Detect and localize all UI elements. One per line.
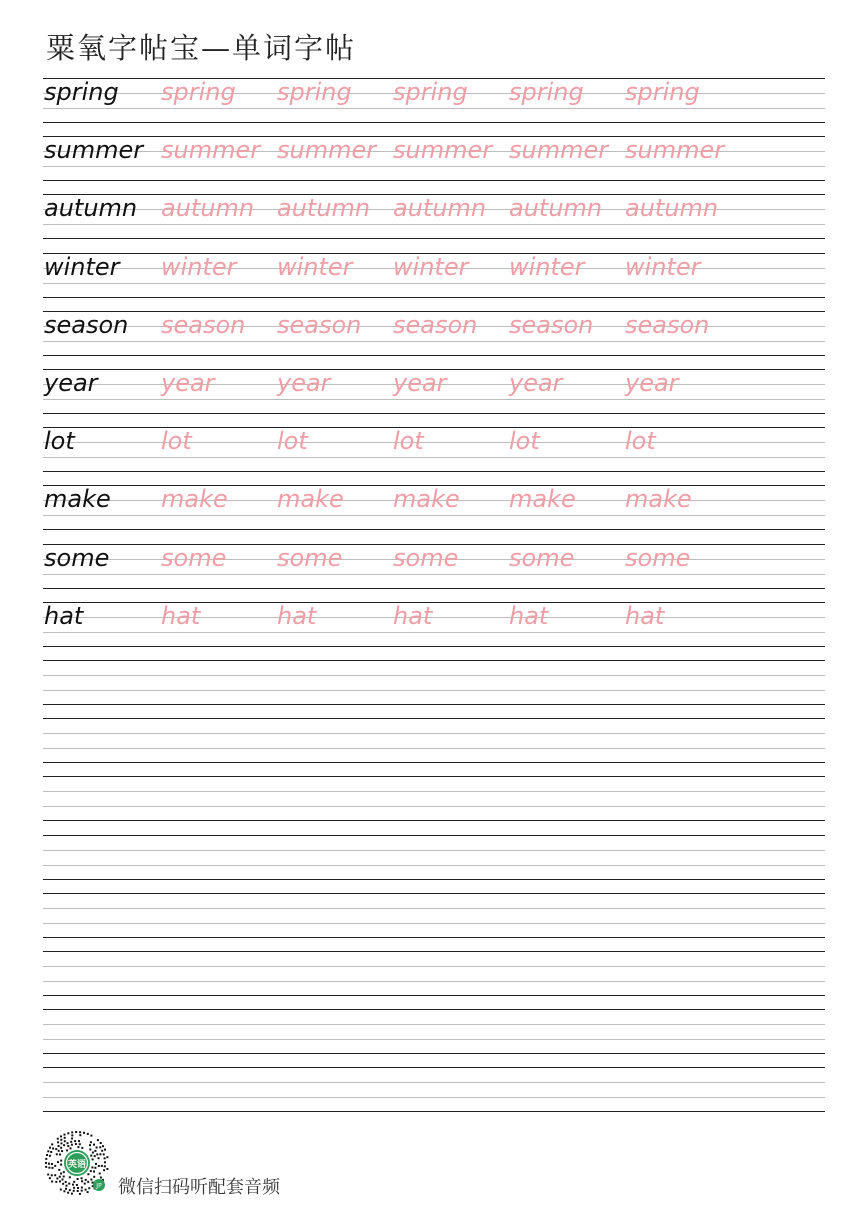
qr-dot xyxy=(81,1177,83,1179)
qr-dot xyxy=(60,1160,62,1162)
ruling-line-dark xyxy=(43,820,825,821)
qr-dot xyxy=(97,1139,99,1141)
ruling-line-light xyxy=(43,966,825,967)
qr-dot xyxy=(79,1143,81,1145)
ruling-line-dark xyxy=(43,937,825,938)
qr-dot xyxy=(102,1145,104,1147)
ruling-line-dark xyxy=(43,588,825,589)
model-word: some xyxy=(44,543,110,572)
trace-word: summer xyxy=(161,136,261,165)
trace-word: some xyxy=(393,543,459,572)
qr-dot xyxy=(98,1165,100,1167)
qr-dot xyxy=(99,1146,101,1148)
trace-word: spring xyxy=(161,78,236,106)
qr-dot xyxy=(60,1189,62,1191)
qr-dot xyxy=(67,1132,69,1134)
qr-dot xyxy=(94,1150,96,1152)
ruling-line-dark xyxy=(43,238,825,239)
qr-dot xyxy=(90,1141,92,1143)
qr-dot xyxy=(59,1180,61,1182)
trace-word: winter xyxy=(625,252,701,281)
ruling-line-light xyxy=(43,791,825,792)
qr-dot xyxy=(60,1139,62,1141)
qr-dot xyxy=(49,1147,51,1149)
qr-dot xyxy=(58,1169,60,1171)
qr-dot xyxy=(49,1155,51,1157)
qr-dot xyxy=(57,1161,59,1163)
qr-dot xyxy=(63,1144,65,1146)
ruling-line-light xyxy=(43,923,825,924)
ruling-line-light xyxy=(43,690,825,691)
qr-dot xyxy=(65,1188,67,1190)
word-row xyxy=(43,79,825,109)
qr-dot xyxy=(81,1190,83,1192)
word-row xyxy=(43,486,825,516)
qr-dot xyxy=(93,1176,95,1178)
qr-dot xyxy=(91,1166,93,1168)
qr-dot xyxy=(103,1169,105,1171)
qr-dot xyxy=(47,1174,49,1176)
word-row xyxy=(43,312,825,342)
qr-dot xyxy=(85,1189,87,1191)
trace-word: make xyxy=(161,485,228,514)
qr-dot xyxy=(106,1168,108,1170)
qr-dot xyxy=(51,1163,53,1165)
ruling-line-dark xyxy=(43,704,825,705)
qr-dot xyxy=(92,1182,94,1184)
qr-dot xyxy=(87,1181,89,1183)
trace-word: lot xyxy=(509,427,540,456)
qr-dot xyxy=(66,1185,68,1187)
qr-dot xyxy=(64,1137,66,1139)
word-row xyxy=(43,545,825,575)
word-row xyxy=(43,254,825,284)
model-word: season xyxy=(44,310,129,339)
qr-dot xyxy=(79,1193,81,1195)
qr-dot xyxy=(71,1144,73,1146)
trace-word: season xyxy=(161,310,246,339)
qr-dot xyxy=(60,1135,62,1137)
model-word: summer xyxy=(44,136,144,165)
qr-dot xyxy=(89,1144,91,1146)
qr-dot xyxy=(56,1153,58,1155)
trace-word: autumn xyxy=(509,194,603,223)
qr-dot xyxy=(92,1152,94,1154)
qr-dot xyxy=(67,1142,69,1144)
word-row xyxy=(43,195,825,225)
qr-dot xyxy=(69,1189,71,1191)
trace-word: hat xyxy=(625,601,665,630)
trace-word: winter xyxy=(277,252,353,281)
ruling-line-light xyxy=(43,1082,825,1083)
ruling-line-dark xyxy=(43,762,825,763)
qr-dot xyxy=(45,1158,47,1160)
trace-word: some xyxy=(509,543,575,572)
trace-word: summer xyxy=(277,136,377,165)
qr-dot xyxy=(79,1134,81,1136)
ruling-line-dark xyxy=(43,1053,825,1054)
trace-word: lot xyxy=(625,427,656,456)
ruling-line-dark xyxy=(43,1009,825,1010)
qr-dot xyxy=(99,1153,101,1155)
qr-dot xyxy=(73,1190,75,1192)
ruling-line-dark xyxy=(43,297,825,298)
trace-word: make xyxy=(393,485,460,514)
qr-dot xyxy=(51,1181,53,1183)
qr-dot xyxy=(63,1176,65,1178)
trace-word: summer xyxy=(625,136,725,165)
ruling-line-light xyxy=(43,850,825,851)
qr-dot xyxy=(84,1183,86,1185)
qr-dot xyxy=(55,1181,57,1183)
qr-dot xyxy=(58,1145,60,1147)
trace-word: season xyxy=(509,310,594,339)
qr-dot xyxy=(98,1157,100,1159)
trace-word: spring xyxy=(509,78,584,106)
ruling-line-dark xyxy=(43,718,825,719)
qr-dot xyxy=(61,1142,63,1144)
qr-dot xyxy=(63,1171,65,1173)
qr-dot xyxy=(60,1164,62,1166)
qr-dot xyxy=(52,1167,54,1169)
model-word: autumn xyxy=(44,194,138,223)
qr-dot xyxy=(45,1162,47,1164)
qr-dot xyxy=(94,1167,96,1169)
ruling-line-light xyxy=(43,1039,825,1040)
qr-dot xyxy=(70,1141,72,1143)
qr-dot xyxy=(88,1187,90,1189)
trace-word: winter xyxy=(509,252,585,281)
ruling-line-light xyxy=(43,733,825,734)
model-word: hat xyxy=(44,601,84,630)
trace-word: lot xyxy=(161,427,192,456)
trace-word: hat xyxy=(509,601,549,630)
trace-word: some xyxy=(277,543,343,572)
qr-dot xyxy=(78,1140,80,1142)
word-row xyxy=(43,137,825,167)
trace-word: make xyxy=(509,485,576,514)
qr-dot xyxy=(90,1155,92,1157)
qr-dot xyxy=(57,1141,59,1143)
ruling-line-light xyxy=(43,1024,825,1025)
qr-dot xyxy=(96,1153,98,1155)
qr-dot xyxy=(52,1148,54,1150)
trace-word: year xyxy=(277,369,331,397)
qr-dot xyxy=(67,1192,69,1194)
qr-dot xyxy=(77,1178,79,1180)
model-word: make xyxy=(44,485,111,514)
trace-word: lot xyxy=(277,427,308,456)
ruling-line-light xyxy=(43,865,825,866)
qr-dot xyxy=(51,1174,53,1176)
handwriting-sheet xyxy=(43,78,825,1118)
trace-word: lot xyxy=(393,427,424,456)
trace-word: year xyxy=(509,369,563,397)
qr-dot xyxy=(106,1156,108,1158)
qr-dot xyxy=(81,1180,83,1182)
qr-dot xyxy=(54,1174,56,1176)
qr-dot xyxy=(103,1153,105,1155)
qr-dot xyxy=(94,1155,96,1157)
qr-dot xyxy=(65,1181,67,1183)
ruling-line-dark xyxy=(43,355,825,356)
qr-dot xyxy=(81,1187,83,1189)
qr-dot xyxy=(60,1173,62,1175)
trace-word: year xyxy=(393,369,447,397)
qr-dot xyxy=(50,1151,52,1153)
ruling-line-dark xyxy=(43,879,825,880)
ruling-line-dark xyxy=(43,995,825,996)
qr-dot xyxy=(90,1170,92,1172)
trace-word: season xyxy=(277,310,362,339)
model-word: spring xyxy=(44,78,119,106)
qr-dot xyxy=(68,1183,70,1185)
qr-dot xyxy=(87,1173,89,1175)
word-row xyxy=(43,428,825,458)
qr-dot xyxy=(104,1149,106,1151)
ruling-line-dark xyxy=(43,1111,825,1112)
trace-word: spring xyxy=(393,78,468,106)
qr-dot xyxy=(75,1143,77,1145)
qr-dot xyxy=(63,1190,65,1192)
ruling-line-light xyxy=(43,908,825,909)
trace-word: winter xyxy=(161,252,237,281)
qr-dot xyxy=(92,1158,94,1160)
trace-word: autumn xyxy=(161,194,255,223)
ruling-line-light xyxy=(43,1097,825,1098)
word-row xyxy=(43,603,825,633)
qr-dot xyxy=(101,1150,103,1152)
trace-word: year xyxy=(625,369,679,397)
qr-dot xyxy=(90,1179,92,1181)
ruling-line-light xyxy=(43,748,825,749)
trace-word: hat xyxy=(277,601,317,630)
qr-dot xyxy=(46,1154,48,1156)
qr-dot xyxy=(93,1144,95,1146)
qr-dot xyxy=(72,1184,74,1186)
ruling-line-dark xyxy=(43,893,825,894)
qr-dot xyxy=(47,1150,49,1152)
footer-caption: 微信扫码听配套音频 xyxy=(118,1177,280,1198)
ruling-line-dark xyxy=(43,646,825,647)
qr-dot xyxy=(90,1135,92,1137)
qr-dot xyxy=(73,1187,75,1189)
qr-dot xyxy=(55,1148,57,1150)
ruling-line-dark xyxy=(43,122,825,123)
qr-dot xyxy=(87,1191,89,1193)
model-word: winter xyxy=(44,252,120,281)
qr-dot xyxy=(100,1177,102,1179)
ruling-line-dark xyxy=(43,413,825,414)
ruling-line-dark xyxy=(43,660,825,661)
qr-dot xyxy=(54,1165,56,1167)
trace-word: summer xyxy=(393,136,493,165)
trace-word: hat xyxy=(393,601,433,630)
ruling-line-dark xyxy=(43,529,825,530)
ruling-line-light xyxy=(43,675,825,676)
qr-badge-text: 英语 xyxy=(67,1160,87,1170)
qr-dot xyxy=(77,1190,79,1192)
qr-dot xyxy=(45,1166,47,1168)
model-word: lot xyxy=(44,427,75,456)
qr-dot xyxy=(69,1176,71,1178)
qr-dot xyxy=(74,1140,76,1142)
qr-dot xyxy=(96,1147,98,1149)
qr-dot xyxy=(64,1134,66,1136)
qr-dot xyxy=(64,1140,66,1142)
trace-word: spring xyxy=(625,78,700,106)
qr-dot xyxy=(59,1176,61,1178)
qr-dot xyxy=(104,1161,106,1163)
trace-word: season xyxy=(625,310,710,339)
trace-word: spring xyxy=(277,78,352,106)
trace-word: some xyxy=(625,543,691,572)
ruling-line-dark xyxy=(43,951,825,952)
trace-word: make xyxy=(625,485,692,514)
qr-dot xyxy=(76,1184,78,1186)
qr-dot xyxy=(62,1179,64,1181)
trace-word: season xyxy=(393,310,478,339)
qr-dot xyxy=(49,1177,51,1179)
trace-word: hat xyxy=(161,601,201,630)
trace-word: make xyxy=(277,485,344,514)
qr-dot xyxy=(67,1145,69,1147)
qr-dot xyxy=(83,1132,85,1134)
qr-dot xyxy=(70,1147,72,1149)
qr-dot xyxy=(58,1150,60,1152)
qr-dot xyxy=(71,1131,73,1133)
qr-dot xyxy=(73,1181,75,1183)
qr-dot xyxy=(81,1147,83,1149)
qr-dot xyxy=(56,1178,58,1180)
qr-dot xyxy=(48,1163,50,1165)
trace-word: autumn xyxy=(393,194,487,223)
qr-dot xyxy=(66,1149,68,1151)
qr-dot xyxy=(100,1142,102,1144)
qr-dot xyxy=(93,1171,95,1173)
qr-dot xyxy=(71,1134,73,1136)
qr-code-icon[interactable] xyxy=(42,1128,112,1198)
trace-word: summer xyxy=(509,136,609,165)
qr-dot xyxy=(79,1131,81,1133)
ruling-line-dark xyxy=(43,471,825,472)
qr-dot xyxy=(62,1183,64,1185)
qr-dot xyxy=(57,1138,59,1140)
ruling-line-dark xyxy=(43,776,825,777)
qr-dot xyxy=(99,1173,101,1175)
qr-dot xyxy=(87,1133,89,1135)
qr-dot xyxy=(104,1165,106,1167)
qr-dot xyxy=(51,1143,53,1145)
ruling-line-dark xyxy=(43,180,825,181)
qr-dot xyxy=(77,1146,79,1148)
footer xyxy=(42,1128,442,1198)
qr-dot xyxy=(104,1157,106,1159)
trace-word: some xyxy=(161,543,227,572)
qr-dot xyxy=(101,1165,103,1167)
qr-dot xyxy=(59,1154,61,1156)
qr-corner-text: JP xyxy=(96,1182,102,1190)
ruling-line-dark xyxy=(43,1067,825,1068)
ruling-line-light xyxy=(43,806,825,807)
trace-word: year xyxy=(161,369,215,397)
model-word: year xyxy=(44,369,98,397)
qr-dot xyxy=(75,1131,77,1133)
qr-dot xyxy=(71,1193,73,1195)
trace-word: winter xyxy=(393,252,469,281)
word-row xyxy=(43,370,825,400)
trace-word: autumn xyxy=(625,194,719,223)
qr-dot xyxy=(61,1150,63,1152)
qr-dot xyxy=(89,1149,91,1151)
qr-dot xyxy=(77,1187,79,1189)
ruling-line-dark xyxy=(43,835,825,836)
page-title: 粟氧字帖宝—单词字帖 xyxy=(46,31,357,65)
qr-dot xyxy=(48,1167,50,1169)
ruling-line-light xyxy=(43,981,825,982)
qr-dot xyxy=(60,1147,62,1149)
qr-dot xyxy=(71,1138,73,1140)
qr-dot xyxy=(95,1163,97,1165)
trace-word: autumn xyxy=(277,194,371,223)
qr-dot xyxy=(85,1179,87,1181)
